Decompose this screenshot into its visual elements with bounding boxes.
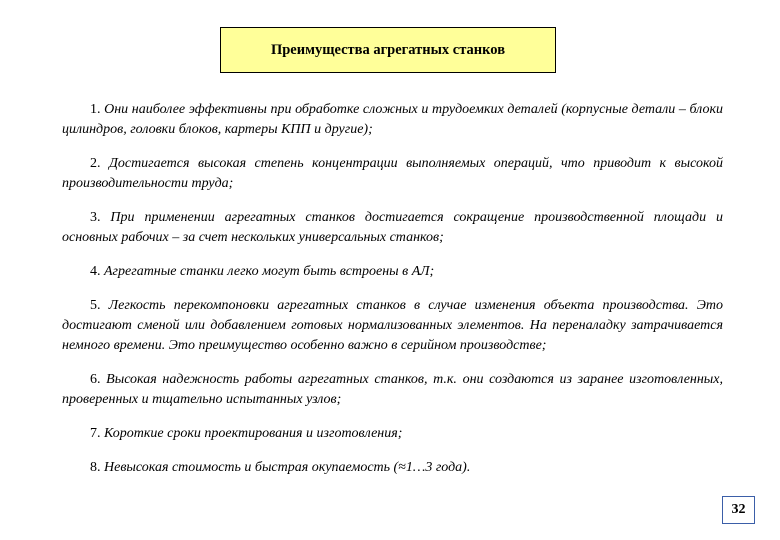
item-text: Невысокая стоимость и быстрая окупаемость (≈1…3 года). [104,460,471,475]
item-number: 7. [90,426,101,441]
item-text: Они наиболее эффективны при обработке сложных и трудоемких деталей (корпусные детали – блоки цилиндров, головки блоков, картеры КПП и другие); [62,102,723,137]
item-text: Агрегатные станки легко могут быть встроены в АЛ; [104,264,435,279]
item-number: 2. [90,156,101,171]
item-text: Высокая надежность работы агрегатных станков, т.к. они создаются из заранее изготовленных, проверенных и тщательно испытанных узлов; [62,372,724,407]
slide-title-box [220,27,556,73]
advantages-list [62,100,723,492]
item-number: 4. [90,264,101,279]
list-item [62,100,723,140]
slide-title: Преимущества агрегатных станков [270,41,506,58]
item-number: 1. [90,102,101,117]
list-item [62,262,723,282]
list-item [62,296,723,356]
list-item [62,424,723,444]
item-text: Короткие сроки проектирования и изготовления; [104,426,403,441]
page-number-box [722,496,755,524]
item-number: 8. [90,460,101,475]
list-item [62,458,723,478]
page-number: 32 [731,502,746,517]
item-text: Легкость перекомпоновки агрегатных станков в случае изменения объекта производства. Это достигают сменой или добавлением готовых нормализованных элементов. На переналадку затрачивается немного времени. Это преимущество особенно важно в серийном производстве; [62,298,724,353]
list-item [62,370,723,410]
list-item [62,208,723,248]
list-item [62,154,723,194]
item-text: Достигается высокая степень концентрации выполняемых операций, что приводит к высокой производительности труда; [62,156,723,191]
item-text: При применении агрегатных станков достигается сокращение производственной площади и основных рабочих – за счет нескольких универсальных станков; [62,210,723,245]
item-number: 5. [90,298,101,313]
item-number: 3. [90,210,101,225]
item-number: 6. [90,372,101,387]
